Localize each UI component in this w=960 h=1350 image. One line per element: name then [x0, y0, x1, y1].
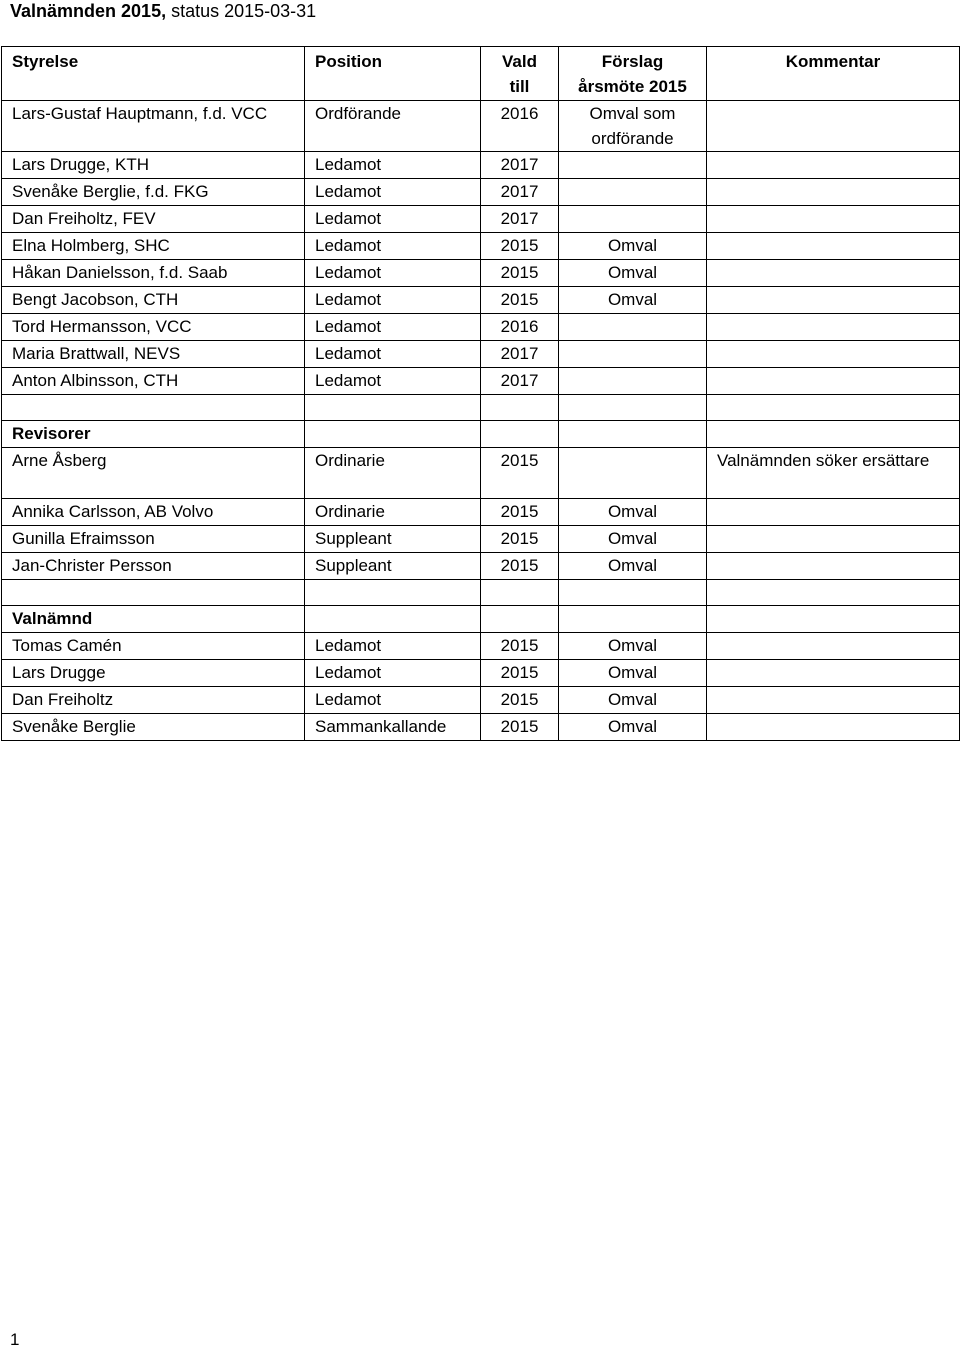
cell-forslag — [559, 206, 707, 233]
cell-position: Ledamot — [305, 152, 481, 179]
cell-name: Elna Holmberg, SHC — [2, 233, 305, 260]
cell-forslag: Omval — [559, 526, 707, 553]
cell-vald-till: 2015 — [481, 448, 559, 499]
cell-kommentar — [707, 526, 960, 553]
cell-position: Ledamot — [305, 179, 481, 206]
cell-kommentar — [707, 179, 960, 206]
cell-forslag: Omval — [559, 499, 707, 526]
section-heading-row — [2, 606, 960, 633]
valnamnd-section — [2, 633, 960, 741]
cell-position: Ledamot — [305, 206, 481, 233]
cell-vald-till: 2017 — [481, 206, 559, 233]
cell-kommentar: Valnämnden söker ersättare — [707, 448, 960, 499]
cell-kommentar — [707, 368, 960, 395]
col-header-vald-till: Vald till — [481, 47, 559, 101]
cell-position: Ledamot — [305, 341, 481, 368]
table-row — [2, 101, 960, 152]
cell-name: Anton Albinsson, CTH — [2, 368, 305, 395]
table-row — [2, 448, 960, 499]
cell-name: Bengt Jacobson, CTH — [2, 287, 305, 314]
cell-name: Lars Drugge — [2, 660, 305, 687]
cell-kommentar — [707, 233, 960, 260]
cell-position: Ledamot — [305, 660, 481, 687]
table-row — [2, 553, 960, 580]
board-table — [1, 46, 960, 741]
cell-name: Dan Freiholtz, FEV — [2, 206, 305, 233]
cell-position: Suppleant — [305, 553, 481, 580]
spacer-row — [2, 580, 960, 606]
cell-name: Dan Freiholtz — [2, 687, 305, 714]
cell-name: Svenåke Berglie, f.d. FKG — [2, 179, 305, 206]
cell-name: Gunilla Efraimsson — [2, 526, 305, 553]
cell-position: Ledamot — [305, 287, 481, 314]
cell-forslag — [559, 314, 707, 341]
table-row — [2, 152, 960, 179]
table-row — [2, 660, 960, 687]
title-status: status 2015-03-31 — [166, 1, 317, 21]
spacer-row — [2, 395, 960, 421]
section-heading-revisorer: Revisorer — [2, 421, 305, 448]
cell-forslag: Omval — [559, 660, 707, 687]
cell-forslag: Omval — [559, 287, 707, 314]
cell-name: Lars-Gustaf Hauptmann, f.d. VCC — [2, 101, 305, 152]
cell-vald-till: 2015 — [481, 233, 559, 260]
revisorer-section — [2, 448, 960, 580]
cell-name: Svenåke Berglie — [2, 714, 305, 741]
table-row — [2, 687, 960, 714]
cell-forslag — [559, 179, 707, 206]
cell-position: Ledamot — [305, 314, 481, 341]
cell-forslag: Omval — [559, 687, 707, 714]
cell-vald-till: 2015 — [481, 260, 559, 287]
cell-forslag — [559, 368, 707, 395]
cell-vald-till: 2016 — [481, 314, 559, 341]
cell-vald-till: 2015 — [481, 526, 559, 553]
cell-name: Lars Drugge, KTH — [2, 152, 305, 179]
section-heading-row — [2, 421, 960, 448]
table-row — [2, 233, 960, 260]
cell-forslag: Omval — [559, 233, 707, 260]
cell-vald-till: 2015 — [481, 499, 559, 526]
cell-name: Arne Åsberg — [2, 448, 305, 499]
cell-forslag: Omval — [559, 633, 707, 660]
cell-vald-till: 2017 — [481, 179, 559, 206]
cell-vald-till: 2015 — [481, 287, 559, 314]
cell-kommentar — [707, 206, 960, 233]
document-title — [10, 0, 316, 22]
cell-forslag: Omval — [559, 260, 707, 287]
cell-position: Ledamot — [305, 368, 481, 395]
cell-name: Maria Brattwall, NEVS — [2, 341, 305, 368]
cell-position: Ordförande — [305, 101, 481, 152]
cell-name: Annika Carlsson, AB Volvo — [2, 499, 305, 526]
styrelse-section — [2, 101, 960, 395]
cell-vald-till: 2016 — [481, 101, 559, 152]
page-number: 1 — [10, 1330, 20, 1349]
table-row — [2, 499, 960, 526]
table-row — [2, 179, 960, 206]
col-header-forslag: Förslag årsmöte 2015 — [559, 47, 707, 101]
cell-kommentar — [707, 687, 960, 714]
title-main: Valnämnden 2015, — [10, 1, 167, 21]
cell-kommentar — [707, 499, 960, 526]
cell-vald-till: 2015 — [481, 553, 559, 580]
table-row — [2, 368, 960, 395]
col-header-kommentar: Kommentar — [707, 47, 960, 101]
cell-forslag — [559, 152, 707, 179]
cell-position: Ledamot — [305, 633, 481, 660]
table-row — [2, 260, 960, 287]
cell-kommentar — [707, 633, 960, 660]
cell-forslag: Omval — [559, 553, 707, 580]
col-header-position: Position — [305, 47, 481, 101]
cell-kommentar — [707, 714, 960, 741]
cell-name: Tord Hermansson, VCC — [2, 314, 305, 341]
cell-forslag: Omval som ordförande — [559, 101, 707, 152]
cell-forslag — [559, 341, 707, 368]
cell-forslag — [559, 448, 707, 499]
cell-name: Tomas Camén — [2, 633, 305, 660]
table-row — [2, 341, 960, 368]
cell-position: Ordinarie — [305, 448, 481, 499]
col-header-styrelse: Styrelse — [2, 47, 305, 101]
table-row — [2, 633, 960, 660]
cell-position: Ledamot — [305, 260, 481, 287]
table-row — [2, 526, 960, 553]
cell-position: Ordinarie — [305, 499, 481, 526]
cell-position: Suppleant — [305, 526, 481, 553]
cell-position: Ledamot — [305, 233, 481, 260]
section-heading-valnamnd: Valnämnd — [2, 606, 305, 633]
cell-kommentar — [707, 260, 960, 287]
table-row — [2, 287, 960, 314]
table-row — [2, 206, 960, 233]
cell-forslag: Omval — [559, 714, 707, 741]
cell-vald-till: 2015 — [481, 660, 559, 687]
table-row — [2, 714, 960, 741]
cell-name: Håkan Danielsson, f.d. Saab — [2, 260, 305, 287]
header-row — [2, 47, 960, 101]
cell-kommentar — [707, 660, 960, 687]
cell-kommentar — [707, 101, 960, 152]
cell-position: Sammankallande — [305, 714, 481, 741]
cell-kommentar — [707, 341, 960, 368]
cell-kommentar — [707, 152, 960, 179]
cell-kommentar — [707, 553, 960, 580]
cell-position: Ledamot — [305, 687, 481, 714]
cell-vald-till: 2017 — [481, 152, 559, 179]
cell-vald-till: 2015 — [481, 687, 559, 714]
cell-kommentar — [707, 287, 960, 314]
cell-vald-till: 2017 — [481, 341, 559, 368]
cell-vald-till: 2017 — [481, 368, 559, 395]
table-row — [2, 314, 960, 341]
cell-name: Jan-Christer Persson — [2, 553, 305, 580]
cell-kommentar — [707, 314, 960, 341]
cell-vald-till: 2015 — [481, 633, 559, 660]
cell-vald-till: 2015 — [481, 714, 559, 741]
